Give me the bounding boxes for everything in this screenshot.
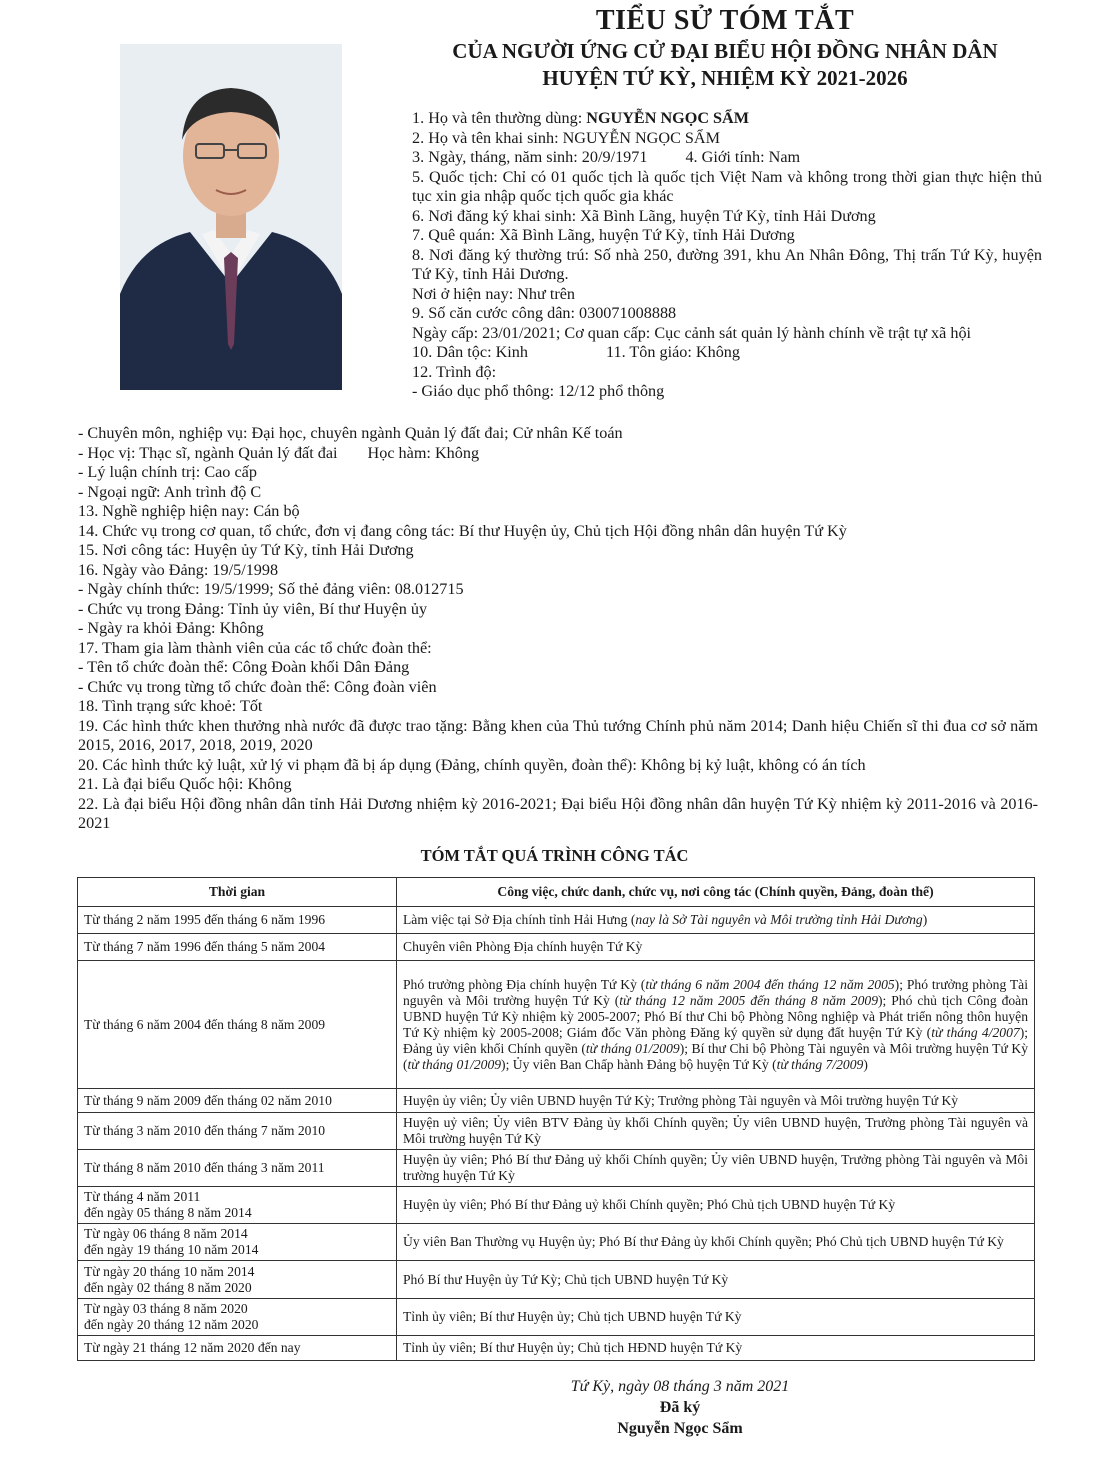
table-row <box>78 1089 1035 1113</box>
info-line-2: 2. Họ và tên khai sinh: NGUYỄN NGỌC SẨM <box>412 128 720 147</box>
row-job: Phó trưởng phòng Địa chính huyện Tứ Kỳ (từ tháng 6 năm 2004 đến tháng 12 năm 2005); Phó trưởng phòng Tài nguyên và Môi trường huyện Tứ Kỳ (từ tháng 12 năm 2005 đến tháng 8 năm 2009); Phó chủ tịch Công đoàn UBND huyện Tứ Kỳ nhiệm kỳ 2005-2007; Phó Bí thư Chi bộ Phòng Nông nghiệp và Phát triển nông thôn huyện Tứ Kỳ nhiệm kỳ 2005-2008; Giám đốc Văn phòng Đăng ký quyền sử dụng đất huyện Tứ Kỳ (từ tháng 4/2007); Đảng ủy viên khối Chính quyền (từ tháng 01/2009); Bí thư Chi bộ Phòng Tài nguyên và Môi trường huyện Tứ Kỳ (từ tháng 01/2009); Ủy viên Ban Chấp hành Đảng bộ huyện Tứ Kỳ (từ tháng 7/2009) <box>397 961 1035 1089</box>
document-title: TIỂU SỬ TÓM TẮT <box>595 5 855 36</box>
row-job: Huyện ủy viên; Phó Bí thư Đảng uỷ khối Chính quyền; Phó Chủ tịch UBND huyện Tứ Kỳ <box>397 1187 1035 1224</box>
table-row <box>78 1187 1035 1224</box>
column-header-time: Thời gian <box>78 878 397 907</box>
row-time: Từ ngày 20 tháng 10 năm 2014 đến ngày 02 tháng 8 năm 2020 <box>78 1261 397 1299</box>
row-job: Ủy viên Ban Thường vụ Huyện ủy; Phó Bí thư Đảng ủy khối Chính quyền; Phó Chủ tịch UBND huyện Tứ Kỳ <box>397 1224 1035 1261</box>
info-line-22: 22. Là đại biểu Hội đồng nhân dân tỉnh Hải Dương nhiệm kỳ 2016-2021; Đại biểu Hội đồng nhân dân huyện Tứ Kỳ nhiệm kỳ 2011-2016 và 2016-2021 <box>78 794 1038 832</box>
info-line-20: 20. Các hình thức kỷ luật, xử lý vi phạm đã bị áp dụng (Đảng, chính quyền, đoàn thể): Không bị kỷ luật, không có án tích <box>78 755 866 774</box>
row-time: Từ tháng 3 năm 2010 đến tháng 7 năm 2010 <box>78 1113 397 1150</box>
info-line-12e: - Ngoại ngữ: Anh trình độ C <box>78 482 262 501</box>
row-time: Từ tháng 2 năm 1995 đến tháng 6 năm 1996 <box>78 907 397 934</box>
table-row <box>78 1113 1035 1150</box>
info-line-12d: - Lý luận chính trị: Cao cấp <box>78 463 257 481</box>
row-job: Phó Bí thư Huyện ủy Tứ Kỳ; Chủ tịch UBND huyện Tứ Kỳ <box>397 1261 1035 1299</box>
work-history-table <box>77 877 1035 1361</box>
document-header <box>380 4 1070 92</box>
info-line-8: 8. Nơi đăng ký thường trú: Số nhà 250, đường 391, khu An Nhân Đông, Thị trấn Tứ Kỳ, huyện Tứ Kỳ, tỉnh Hải Dương. <box>412 245 1042 283</box>
info-line-12a: - Giáo dục phổ thông: 12/12 phổ thông <box>412 382 665 400</box>
info-line-14: 14. Chức vụ trong cơ quan, tổ chức, đơn vị đang công tác: Bí thư Huyện ủy, Chủ tịch Hội đồng nhân dân huyện Tứ Kỳ <box>78 521 847 540</box>
row-time: Từ tháng 6 năm 2004 đến tháng 8 năm 2009 <box>78 961 397 1089</box>
portrait-photo <box>120 44 342 390</box>
info-line-18: 18. Tình trạng sức khoẻ: Tốt <box>78 697 263 715</box>
common-name: NGUYỄN NGỌC SẨM <box>586 109 750 127</box>
table-row <box>78 907 1035 934</box>
row-time: Từ tháng 7 năm 1996 đến tháng 5 năm 2004 <box>78 934 397 961</box>
info-line-16b: - Chức vụ trong Đảng: Tỉnh ủy viên, Bí thư Huyện ủy <box>78 599 428 618</box>
personal-info-block-full <box>78 424 1038 834</box>
signature-signed: Đã ký <box>659 1399 701 1416</box>
portrait-illustration <box>120 44 342 390</box>
document-subtitle-2: HUYỆN TỨ KỲ, NHIỆM KỲ 2021-2026 <box>542 66 908 90</box>
info-line-7: 7. Quê quán: Xã Bình Lãng, huyện Tứ Kỳ, tỉnh Hải Dương <box>412 226 795 244</box>
info-line-13: 13. Nghề nghiệp hiện nay: Cán bộ <box>78 502 300 520</box>
row-time: Từ ngày 06 tháng 8 năm 2014 đến ngày 19 tháng 10 năm 2014 <box>78 1224 397 1261</box>
row-time: Từ tháng 9 năm 2009 đến tháng 02 năm 2010 <box>78 1089 397 1113</box>
info-line-3: 3. Ngày, tháng, năm sinh: 20/9/1971 4. Giới tính: Nam <box>412 148 801 166</box>
info-line-1: 1. Họ và tên thường dùng: NGUYỄN NGỌC SẨM <box>412 109 750 127</box>
info-line-16a: - Ngày chính thức: 19/5/1999; Số thẻ đảng viên: 08.012715 <box>78 580 464 598</box>
table-row <box>78 1299 1035 1336</box>
table-header-row <box>78 878 1035 907</box>
table-row <box>78 1150 1035 1187</box>
info-line-12b: - Chuyên môn, nghiệp vụ: Đại học, chuyên ngành Quản lý đất đai; Cử nhân Kế toán <box>78 424 623 442</box>
row-job: Huyện ủy viên; Ủy viên UBND huyện Tứ Kỳ; Trưởng phòng Tài nguyên và Môi trường huyện Tứ Kỳ <box>397 1089 1035 1113</box>
row-job: Huyện uỷ viên; Ủy viên BTV Đảng ủy khối Chính quyền; Ủy viên UBND huyện, Trưởng phòng Tài nguyên và Môi trường huyện Tứ Kỳ <box>397 1113 1035 1150</box>
table-row <box>78 934 1035 961</box>
signature-date: Tứ Kỳ, ngày 08 tháng 3 năm 2021 <box>570 1378 790 1395</box>
table-row <box>78 961 1035 1089</box>
info-line-19: 19. Các hình thức khen thưởng nhà nước đã được trao tặng: Bằng khen của Thủ tướng Chính phủ năm 2014; Danh hiệu Chiến sĩ thi đua cơ sở năm 2015, 2016, 2017, 2018, 2019, 2020 <box>78 716 1038 754</box>
signature-name: Nguyễn Ngọc Sẩm <box>617 1420 743 1437</box>
table-row <box>78 1224 1035 1261</box>
row-job: Tỉnh ủy viên; Bí thư Huyện ủy; Chủ tịch HĐND huyện Tứ Kỳ <box>397 1336 1035 1361</box>
column-header-job: Công việc, chức danh, chức vụ, nơi công tác (Chính quyền, Đảng, đoàn thể) <box>397 878 1035 907</box>
info-line-17b: - Chức vụ trong từng tổ chức đoàn thể: Công đoàn viên <box>78 677 437 696</box>
info-line-9b: Ngày cấp: 23/01/2021; Cơ quan cấp: Cục cảnh sát quản lý hành chính về trật tự xã hội <box>412 323 972 342</box>
row-job: Huyện ủy viên; Phó Bí thư Đảng uỷ khối Chính quyền; Ủy viên UBND huyện, Trưởng phòng Tài nguyên và Môi trường huyện Tứ Kỳ <box>397 1150 1035 1187</box>
info-line-8b: Nơi ở hiện nay: Như trên <box>412 284 576 303</box>
table-row <box>78 1336 1035 1361</box>
info-line-17: 17. Tham gia làm thành viên của các tổ chức đoàn thể: <box>78 638 432 657</box>
info-line-21: 21. Là đại biểu Quốc hội: Không <box>78 775 292 793</box>
row-time: Từ tháng 8 năm 2010 đến tháng 3 năm 2011 <box>78 1150 397 1187</box>
signature-block <box>520 1376 840 1439</box>
info-line-12: 12. Trình độ: <box>412 362 497 381</box>
row-time: Từ ngày 03 tháng 8 năm 2020 đến ngày 20 tháng 12 năm 2020 <box>78 1299 397 1336</box>
work-history-title: TÓM TẮT QUÁ TRÌNH CÔNG TÁC <box>420 846 689 865</box>
info-line-9: 9. Số căn cước công dân: 030071008888 <box>412 304 677 322</box>
info-line-6: 6. Nơi đăng ký khai sinh: Xã Bình Lãng, huyện Tứ Kỳ, tỉnh Hải Dương <box>412 206 876 225</box>
row-time: Từ ngày 21 tháng 12 năm 2020 đến nay <box>78 1336 397 1361</box>
info-line-16: 16. Ngày vào Đảng: 19/5/1998 <box>78 560 279 579</box>
info-line-16c: - Ngày ra khỏi Đảng: Không <box>78 619 264 637</box>
info-line-10: 10. Dân tộc: Kinh 11. Tôn giáo: Không <box>412 343 740 361</box>
info-line-5: 5. Quốc tịch: Chỉ có 01 quốc tịch là quốc tịch Việt Nam và không trong thời gian thực hiện thủ tục xin gia nhập quốc tịch quốc gia khác <box>412 167 1042 205</box>
row-time: Từ tháng 4 năm 2011 đến ngày 05 tháng 8 năm 2014 <box>78 1187 397 1224</box>
table-row <box>78 1261 1035 1299</box>
info-line-12c: - Học vị: Thạc sĩ, ngành Quản lý đất đai Học hàm: Không <box>78 443 480 462</box>
info-line-17a: - Tên tổ chức đoàn thể: Công Đoàn khối Dân Đảng <box>78 658 410 676</box>
info-line-15: 15. Nơi công tác: Huyện ủy Tứ Kỳ, tỉnh Hải Dương <box>78 541 414 559</box>
personal-info-block <box>412 109 1042 402</box>
row-job: Tỉnh ủy viên; Bí thư Huyện ủy; Chủ tịch UBND huyện Tứ Kỳ <box>397 1299 1035 1336</box>
row-job: Chuyên viên Phòng Địa chính huyện Tứ Kỳ <box>397 934 1035 961</box>
row-job: Làm việc tại Sở Địa chính tỉnh Hải Hưng (nay là Sở Tài nguyên và Môi trường tỉnh Hải Dương) <box>397 907 1035 934</box>
document-subtitle-1: CỦA NGƯỜI ỨNG CỬ ĐẠI BIỂU HỘI ĐỒNG NHÂN DÂN <box>452 39 998 63</box>
